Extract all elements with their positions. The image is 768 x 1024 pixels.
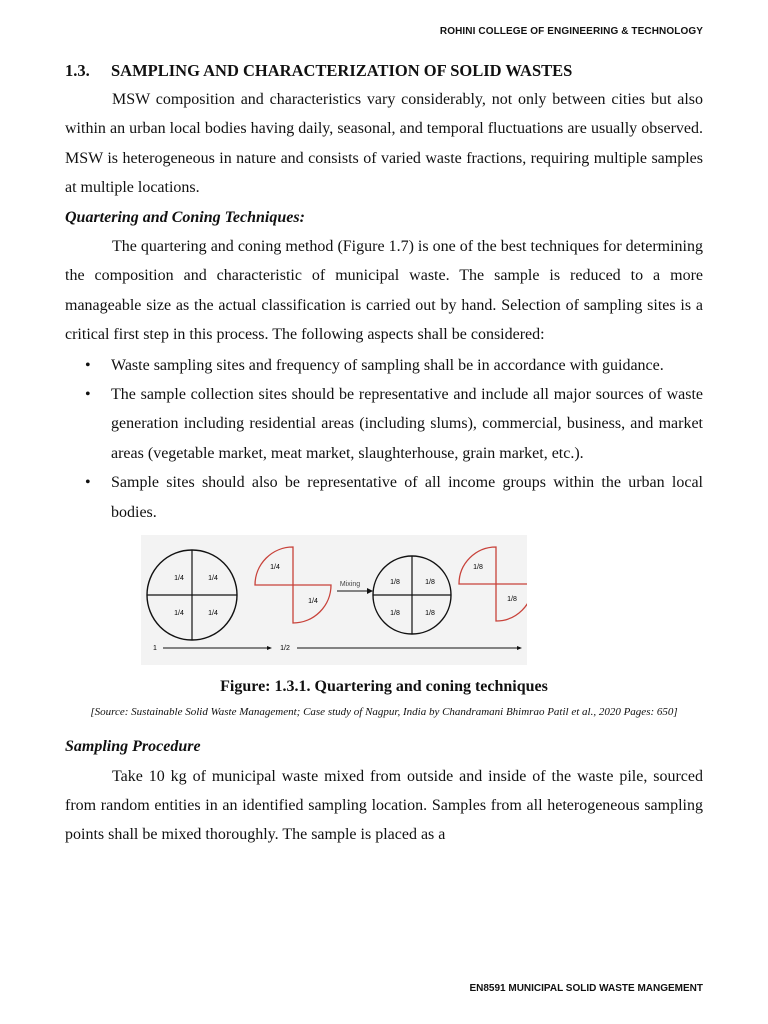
scale-mid-label: 1/2 bbox=[280, 645, 290, 653]
intro-paragraph: MSW composition and characteristics vary considerably, not only between cities but also within an urban local bodies having daily, seasonal, and temporal fluctuations are usually observed. MSW is heterogeneous in nature and consists of varied waste fractions, requiring multiple samples at multiple locations. bbox=[65, 91, 703, 197]
scale-start-label: 1 bbox=[153, 645, 157, 653]
eighth-label: 1/8 bbox=[473, 564, 483, 572]
quarter-label: 1/4 bbox=[270, 564, 280, 572]
figure-background bbox=[141, 535, 527, 665]
sampling-paragraph: Take 10 kg of municipal waste mixed from outside and inside of the waste pile, sourced from random entities in an identified sampling location. Samples from all heterogeneous sampling points shall be mixed thoroughly. The sample is placed as a bbox=[65, 767, 703, 844]
section-heading bbox=[65, 56, 703, 85]
considerations-list bbox=[65, 351, 703, 527]
quarter-label: 1/4 bbox=[208, 575, 218, 583]
list-item: • The sample collection sites should be representative and include all major sources of waste generation including residential areas (including slums), commercial, business, and market areas (vegetable market, meat market, slaughterhouse, grain market, etc.). bbox=[65, 380, 703, 468]
quarter-label: 1/4 bbox=[174, 575, 184, 583]
quartering-paragraph: The quartering and coning method (Figure 1.7) is one of the best techniques for determining the composition and characteristic of municipal waste. The sample is reduced to a more manageable size as the actual classification is carried out by hand. Selection of sampling sites is a critical first step in this process. The following aspects shall be considered: bbox=[65, 238, 703, 344]
list-item: • Sample sites should also be representative of all income groups within the urban local bodies. bbox=[65, 468, 703, 527]
eighth-label: 1/8 bbox=[425, 579, 435, 587]
section-title: SAMPLING AND CHARACTERIZATION OF SOLID WASTES bbox=[111, 61, 573, 80]
quartering-heading: Quartering and Coning Techniques: bbox=[65, 208, 305, 226]
sampling-heading: Sampling Procedure bbox=[65, 738, 201, 756]
eighth-label: 1/8 bbox=[507, 596, 517, 604]
quarter-label: 1/4 bbox=[208, 610, 218, 618]
list-item: • Waste sampling sites and frequency of sampling shall be in accordance with guidance. bbox=[65, 351, 703, 380]
section-number: 1.3. bbox=[65, 61, 90, 80]
mixing-label: Mixing bbox=[339, 581, 361, 589]
quartering-diagram bbox=[141, 535, 527, 665]
quarter-label: 1/4 bbox=[174, 610, 184, 618]
eighth-label: 1/8 bbox=[390, 579, 400, 587]
figure-source: [Source: Sustainable Solid Waste Management; Case study of Nagpur, India by Chandramani Bhimrao Patil et al., 2020 Pages: 650] bbox=[90, 706, 678, 719]
page-body bbox=[65, 56, 703, 850]
eighth-label: 1/8 bbox=[390, 610, 400, 618]
eighth-label: 1/8 bbox=[425, 610, 435, 618]
page-header: ROHINI COLLEGE OF ENGINEERING & TECHNOLOGY bbox=[439, 26, 703, 37]
page-footer: EN8591 MUNICIPAL SOLID WASTE MANGEMENT bbox=[469, 983, 703, 994]
quartering-figure bbox=[141, 535, 527, 665]
quarter-label: 1/4 bbox=[308, 598, 318, 606]
figure-caption: Figure: 1.3.1. Quartering and coning techniques bbox=[220, 678, 548, 696]
